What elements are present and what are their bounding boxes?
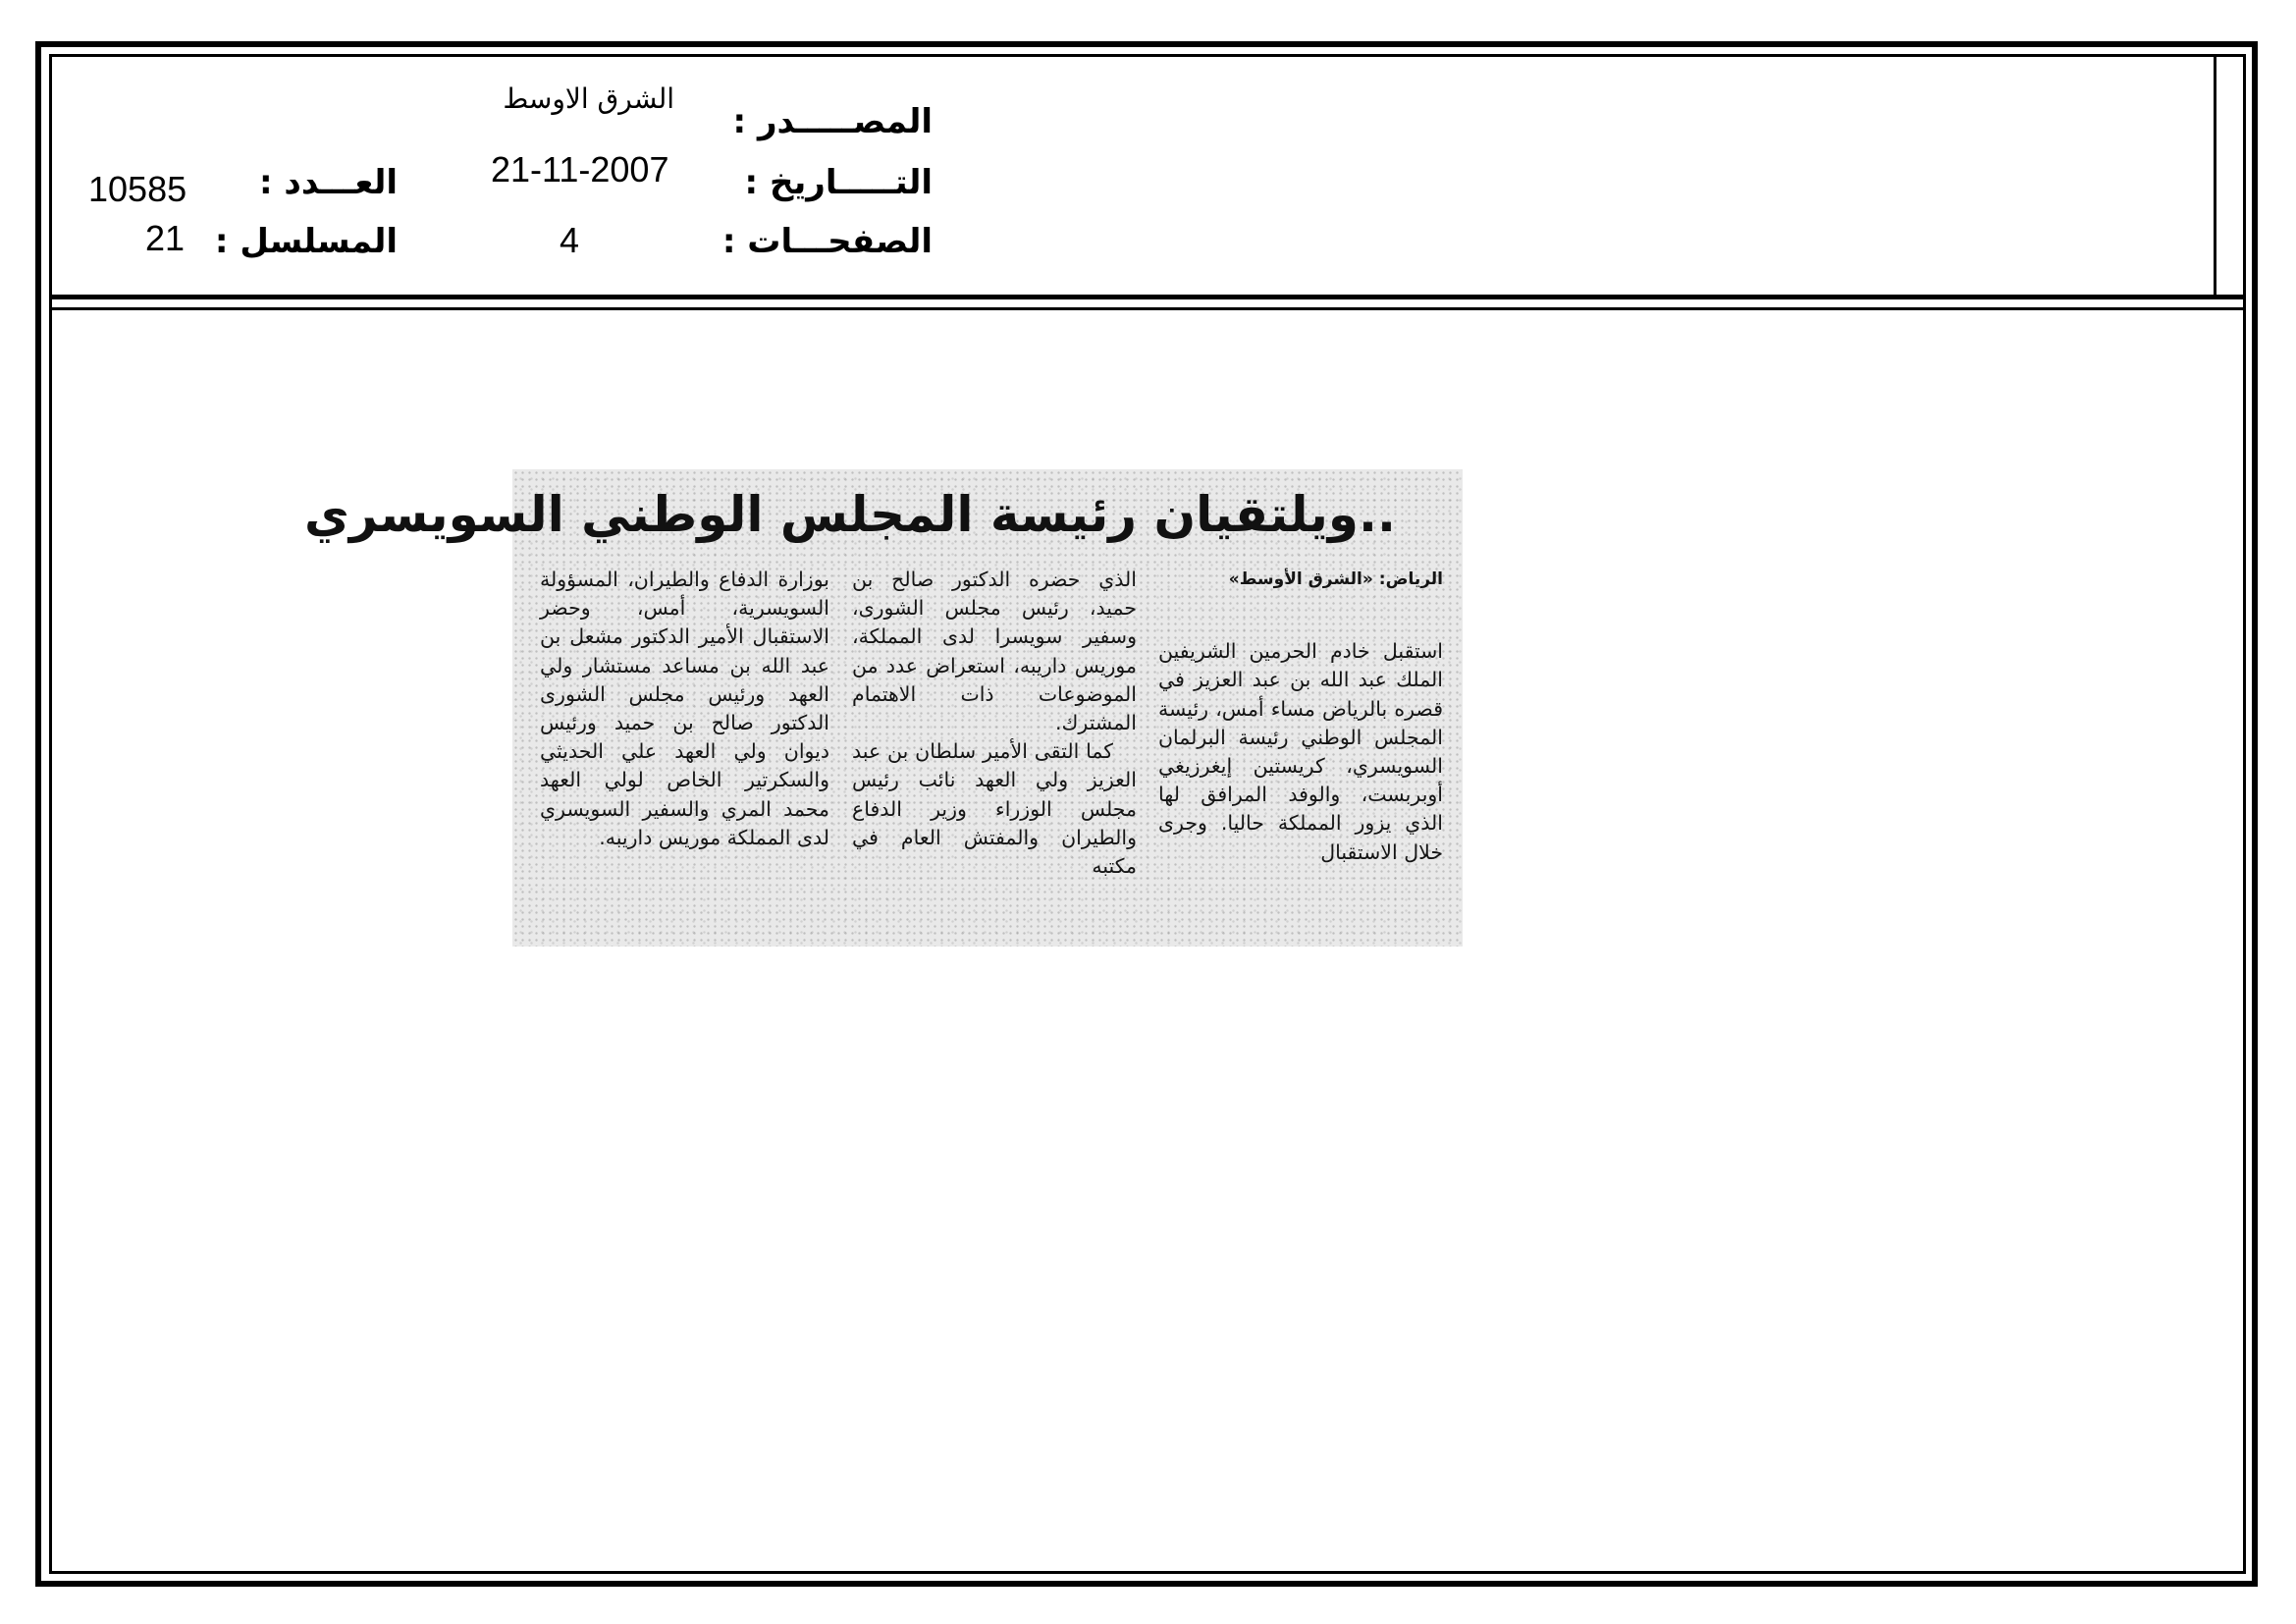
header-divider <box>49 295 2246 299</box>
serial-value: 21 <box>145 218 186 258</box>
article-paragraph: استقبل خادم الحرمين الشريفين الملك عبد الله بن عبد العزيز في قصره بالرياض مساء أمس، رئيسة المجلس الوطني رئيسة البرلمان السويسري، كريستين إيغرزيغي أوبربست، والوفد المرافق لها الذي يزور المملكة حاليا. وجرى خلال الاستقبال <box>1158 639 1443 864</box>
date-label: التـــــاريخ : <box>744 163 933 202</box>
article-paragraph: الذي حضره الدكتور صالح بن حميد، رئيس مجلس الشورى، وسفير سويسرا لدى المملكة، موريس داريبه، استعراض عدد من الموضوعات ذات الاهتمام المشترك. <box>852 568 1137 735</box>
source-value: الشرق الاوسط <box>503 82 674 115</box>
pages-value: 4 <box>560 220 580 260</box>
article-headline: ..ويلتقيان رئيسة المجلس الوطني السويسري <box>304 486 1396 543</box>
article-paragraph: بوزارة الدفاع والطيران، المسؤولة السويسرية، أمس، وحضر الاستقبال الأمير الدكتور مشعل بن عبد الله بن مساعد مستشار ولي العهد ورئيس مجلس الشورى الدكتور صالح بن حميد ورئيس ديوان ولي العهد علي الحديثي والسكرتير الخاص لولي العهد محمد المري والسفير السويسري لدى المملكة موريس داريبه. <box>540 568 829 849</box>
article-column-3 <box>540 566 829 852</box>
article-column-2 <box>852 566 1137 881</box>
date-value: 21-11-2007 <box>491 149 669 189</box>
header-right-rule <box>2214 54 2216 295</box>
article-paragraph: كما التقى الأمير سلطان بن عبد العزيز ولي العهد نائب رئيس مجلس الوزراء وزير الدفاع والطيران والمفتش العام في مكتبه <box>852 739 1137 879</box>
source-label: المصـــــدر : <box>732 102 933 141</box>
article-column-1 <box>1158 566 1443 867</box>
header-divider-secondary <box>49 307 2246 310</box>
issue-label: العـــدد : <box>259 163 398 202</box>
serial-label: المسلسل : <box>214 222 398 261</box>
pages-label: الصفحـــات : <box>721 222 933 261</box>
issue-value: 10585 <box>88 169 187 209</box>
newspaper-clipping <box>304 469 1463 947</box>
article-dateline: الرياض: «الشرق الأوسط» <box>1228 569 1443 589</box>
